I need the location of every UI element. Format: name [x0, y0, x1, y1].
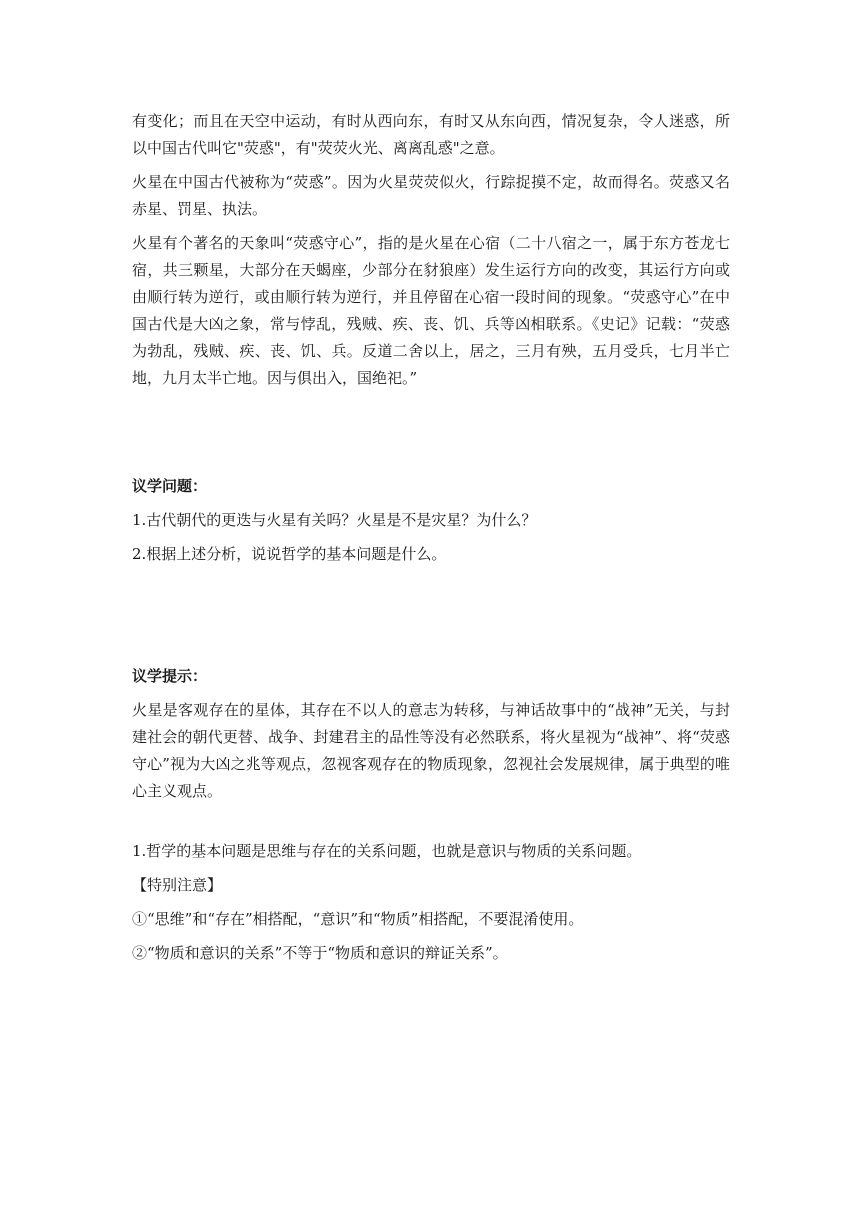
note-title: 【特别注意】: [132, 876, 223, 894]
answer-line: 1.哲学的基本问题是思维与存在的关系问题，也就是意识与物质的关系问题。: [132, 842, 642, 860]
intro-paragraph-3: 火星有个著名的天象叫“荧惑守心”，指的是火星在心宿（二十八宿之一，属于东方苍龙七宿，共三颗星，大部分在天蝎座，少部分在豺狼座）发生运行方向的改变，其运行方向或由顺行转为逆行，或由顺行转为逆行，并且停留在心宿一段时间的现象。“荧惑守心”在中国古代是大凶之象，常与悖乱，残贼、疾、丧、饥、兵等凶相联系。《史记》记载：“荧惑为勃乱，残贼、疾、丧、饥、兵。反道二舍以上，居之，三月有殃，五月受兵，七月半亡地，九月太半亡地。因与俱出入，国绝祀。”: [132, 234, 730, 387]
intro-paragraph-1: 有变化；而且在天空中运动，有时从西向东，有时又从东向西，情况复杂，令人迷惑，所以中国古代叫它"荧惑"，有"荧荧火光、离离乱惑"之意。: [132, 112, 730, 157]
note-item-2: ②“物质和意识的关系”不等于“物质和意识的辩证关系”。: [132, 944, 508, 962]
intro-paragraph-2: 火星在中国古代被称为“荧惑”。因为火星荧荧似火，行踪捉摸不定，故而得名。荧惑又名赤星、罚星、执法。: [132, 173, 730, 218]
document-page: [132, 108, 730, 974]
spacer: [132, 399, 730, 473]
spacer: [132, 812, 730, 838]
questions-heading: 议学问题：: [132, 477, 208, 495]
question-item-2: 2.根据上述分析，说说哲学的基本问题是什么。: [132, 545, 447, 563]
hints-heading: 议学提示：: [132, 667, 208, 685]
hints-paragraph: 火星是客观存在的星体，其存在不以人的意志为转移，与神话故事中的“战神”无关，与封建社会的朝代更替、战争、封建君主的品性等没有必然联系，将火星视为“战神”、将“荧惑守心”视为大凶之兆等观点，忽视客观存在的物质现象，忽视社会发展规律，属于典型的唯心主义观点。: [132, 701, 730, 800]
spacer: [132, 575, 730, 663]
question-item-1: 1.古代朝代的更迭与火星有关吗？火星是不是灾星？为什么？: [132, 511, 537, 529]
note-item-1: ①“思维”和“存在”相搭配，“意识”和“物质”相搭配，不要混淆使用。: [132, 910, 584, 928]
